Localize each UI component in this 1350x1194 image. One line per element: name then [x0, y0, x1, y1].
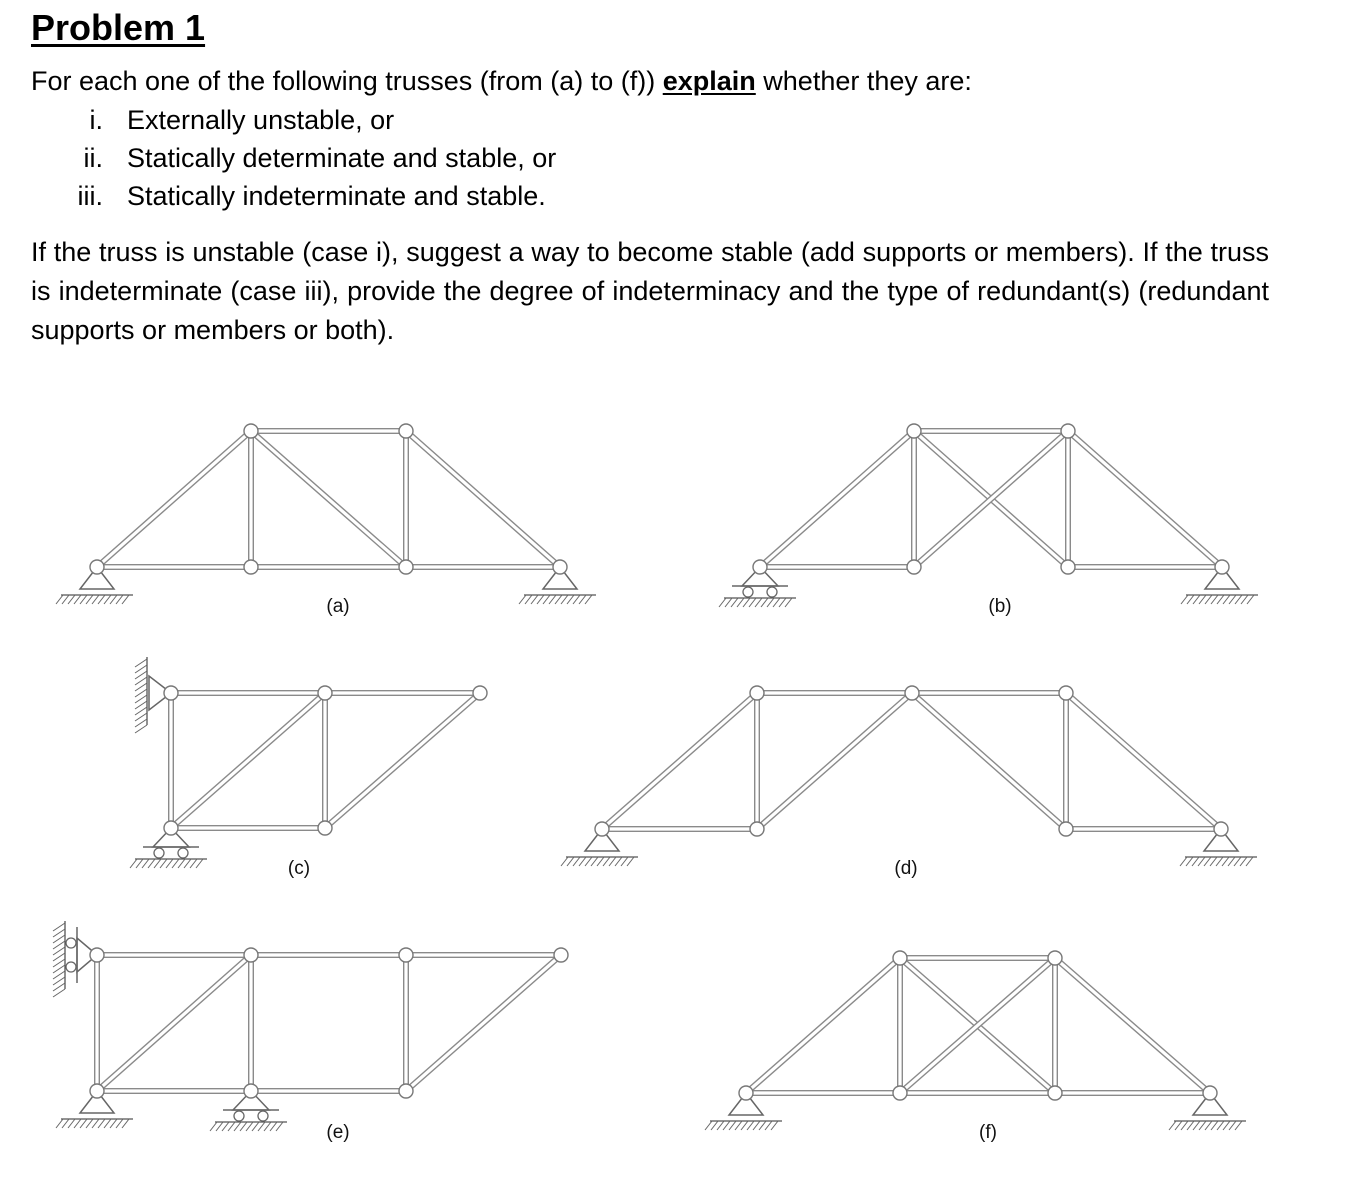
criterion-number: ii. — [83, 143, 103, 173]
truss-joint — [244, 1084, 258, 1098]
criterion-text: Externally unstable, or — [127, 105, 395, 135]
truss-f — [705, 951, 1246, 1130]
truss-joint — [90, 560, 104, 574]
criterion-number: iii. — [77, 181, 103, 211]
criterion-number: i. — [89, 105, 103, 135]
ground-hatch — [1180, 857, 1257, 866]
truss-joint — [244, 560, 258, 574]
intro-emphasis: explain — [662, 66, 756, 96]
supports — [705, 1093, 1246, 1130]
truss-joint — [318, 821, 332, 835]
truss-e — [53, 921, 568, 1131]
truss-b-label: (b) — [988, 596, 1012, 617]
ground-hatch — [705, 1121, 782, 1130]
truss-a — [56, 424, 596, 604]
criterion-text: Statically determinate and stable, or — [127, 143, 557, 173]
truss-joint — [318, 686, 332, 700]
truss-joint — [739, 1086, 753, 1100]
truss-joint — [750, 822, 764, 836]
truss-joint — [1214, 822, 1228, 836]
truss-joint — [1203, 1086, 1217, 1100]
truss-joint — [1059, 822, 1073, 836]
truss-joint — [164, 821, 178, 835]
truss-joint — [595, 822, 609, 836]
truss-joint — [905, 686, 919, 700]
truss-joint — [893, 1086, 907, 1100]
members — [760, 431, 1222, 567]
roller-wheel — [66, 962, 76, 972]
truss-member — [406, 955, 561, 1091]
truss-joint — [473, 686, 487, 700]
ground-hatch — [1181, 595, 1258, 604]
truss-member — [760, 431, 914, 567]
truss-member — [1068, 431, 1222, 567]
criterion-text: Statically indeterminate and stable. — [127, 181, 546, 211]
truss-d-label: (d) — [894, 858, 918, 879]
truss-member — [97, 431, 251, 567]
truss-e-label: (e) — [326, 1122, 350, 1143]
truss-member — [171, 693, 325, 828]
truss-joint — [1048, 1086, 1062, 1100]
truss-joint — [244, 948, 258, 962]
roller-wheel — [66, 938, 76, 948]
truss-joint — [90, 1084, 104, 1098]
ground-hatch — [130, 859, 207, 868]
truss-member — [757, 693, 912, 829]
intro-before: For each one of the following trusses (from (a) to (f)) — [31, 66, 663, 96]
wall-hatch — [53, 921, 65, 997]
truss-member — [746, 958, 900, 1093]
roller-wheel — [743, 587, 753, 597]
ground-hatch — [210, 1122, 287, 1131]
truss-member — [251, 431, 406, 567]
ground-hatch — [1169, 1121, 1246, 1130]
roller-wheel — [767, 587, 777, 597]
truss-joint — [1215, 560, 1229, 574]
truss-a-label: (a) — [326, 596, 350, 617]
joints — [90, 948, 568, 1098]
truss-joint — [399, 948, 413, 962]
members — [171, 693, 480, 828]
members — [602, 693, 1221, 829]
truss-joint — [907, 424, 921, 438]
truss-c-label: (c) — [287, 858, 311, 879]
truss-joint — [399, 560, 413, 574]
truss-member — [1055, 958, 1210, 1093]
truss-member — [325, 693, 480, 828]
truss-joint — [1048, 951, 1062, 965]
intro-after: whether they are: — [755, 66, 972, 96]
members — [97, 431, 560, 567]
joints — [595, 686, 1228, 836]
wall-roller-support — [53, 921, 97, 997]
roller-wheel — [234, 1111, 244, 1121]
truss-joint — [554, 948, 568, 962]
truss-b — [719, 424, 1258, 607]
ground-hatch — [719, 598, 796, 607]
truss-joint — [553, 560, 567, 574]
truss-d — [561, 686, 1257, 866]
truss-joint — [907, 560, 921, 574]
truss-joint — [1061, 424, 1075, 438]
truss-joint — [1059, 686, 1073, 700]
truss-joint — [164, 686, 178, 700]
ground-hatch — [56, 595, 133, 604]
members — [97, 955, 561, 1091]
instructions-paragraph: If the truss is unstable (case i), suggest a way to become stable (add supports or members). If the truss is indeterminate (case iii), provide the degree of indeterminacy and the type of redundant(s) (redundant supports or members or both). — [31, 237, 1269, 345]
truss-f-label: (f) — [979, 1122, 997, 1143]
truss-joint — [750, 686, 764, 700]
truss-joint — [399, 1084, 413, 1098]
truss-member — [602, 693, 757, 829]
truss-joint — [1061, 560, 1075, 574]
ground-hatch — [56, 1119, 133, 1128]
truss-joint — [399, 424, 413, 438]
truss-joint — [753, 560, 767, 574]
roller-wheel — [258, 1111, 268, 1121]
page-title: Problem 1 — [31, 7, 206, 48]
truss-member — [1066, 693, 1221, 829]
truss-c — [130, 657, 487, 868]
truss-member — [97, 955, 251, 1091]
truss-member — [912, 693, 1066, 829]
wall-hatch — [135, 657, 147, 733]
truss-member — [406, 431, 560, 567]
truss-joint — [893, 951, 907, 965]
roller-wheel — [154, 848, 164, 858]
members — [746, 958, 1210, 1093]
roller-wheel — [178, 848, 188, 858]
truss-joint — [90, 948, 104, 962]
ground-hatch — [519, 595, 596, 604]
ground-hatch — [561, 857, 638, 866]
truss-joint — [244, 424, 258, 438]
